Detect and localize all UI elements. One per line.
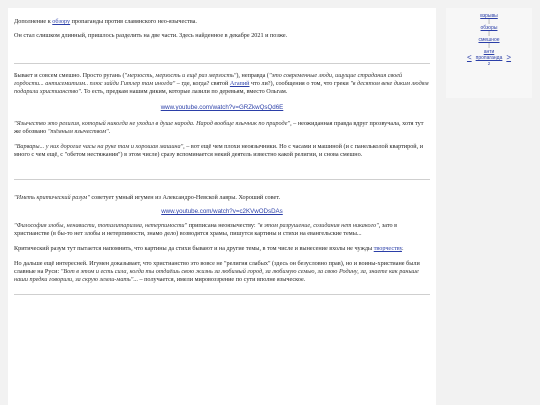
text: Критический разум тут пытается напомнить, что картины да стихи бывают и на другие темы, в том числе и вынесение вхолы не чужды (14, 245, 374, 252)
text: ... – получается, имели мировоззрение по сути вполне языческое. (133, 276, 306, 283)
paragraph-paganism (14, 120, 430, 136)
quote: "тёмным язычеством" (47, 128, 109, 135)
nav-anti[interactable]: анти (483, 49, 495, 55)
nav-separator: | (488, 43, 490, 49)
text: советует умный игумен из Александро-Невской лавры. Хороший совет. (89, 194, 281, 201)
nav-separator: | (488, 31, 490, 37)
text: что ли?), сообщения о том, что греки (249, 80, 351, 87)
prev-page-arrow[interactable]: < (466, 52, 472, 62)
text: , – вот ещё чем плохи неоязычники. Но с часами и машиной (и с панельколой квартирой, и много с чем ещё, с "обетом нестяжания") в этом числе) сразу вспоминается некий деятель известно какой религии, и снова смешно. (14, 143, 424, 158)
nav-pager (446, 49, 532, 66)
text: пропаганды против славянского нео-язычества. (70, 18, 197, 25)
text: Дополнение к (14, 18, 53, 25)
article-page (8, 8, 436, 405)
quote: "в десятом веке диким людям подарили христианство" (14, 80, 429, 95)
text: , – неожиданная правда вдруг прозвучала, хотя тут же обозвано (14, 120, 424, 135)
quote: "в этом разрушение, созидания нет никакого" (257, 222, 379, 229)
text: Но дальше ещё интересней. Игумен доказывает, что христианство это вовсе не "религия слабых" (здесь он безусловно прав), но и воины-христиане были славные на Руси: (14, 260, 420, 275)
next-page-arrow[interactable]: > (506, 52, 512, 62)
text: , зато в христианстве (в бы-то нет злобы и нетерпимости, знамо дело) возводятся храмы, пишутся картины и стихи на евангельские темы... (14, 222, 398, 237)
quote: "Философия злобы, ненависти, тоталитаризма, нетерпимости" (14, 222, 188, 229)
side-navigation (446, 8, 532, 98)
text: . То есть, предкам нашим диким, которые лазили по деревьям, вместо Ольгам. (80, 88, 288, 95)
youtube-link-2[interactable]: www.youtube.com/watch?v=c2KVwODsDAs (161, 208, 283, 215)
paragraph-funny (14, 72, 430, 96)
nav-propaganda[interactable]: пропаганда (475, 55, 503, 61)
nav-current (476, 49, 503, 66)
quote: "Варвары... у них дорогие часы на руке там и хорошая машина" (14, 143, 184, 150)
quote: "это современные люди, ищущие страдания своей гордости... антисемитизм.. плюс зайди Гитлер там иногда" (14, 72, 403, 87)
quote: "Язычество это религия, который никогда не уходил в душе народа. Народ вообще язычник по природе" (14, 120, 291, 127)
nav-explosions[interactable]: взрывы (480, 13, 498, 19)
creativity-link[interactable]: творчеству (373, 245, 402, 252)
nav-separator: | (488, 19, 490, 25)
intro-paragraph (14, 18, 430, 26)
paragraph-barbarians (14, 143, 430, 159)
paragraph-warriors (14, 260, 430, 284)
nav-funny[interactable]: смешное (478, 37, 500, 43)
review-link[interactable]: обзору (52, 18, 71, 25)
note-paragraph: Он стал слишком длинный, пришлось разделить на две части. Здесь найденное в декабре 2021 и позже. (14, 32, 288, 39)
youtube-link-2-row (14, 208, 430, 216)
divider (14, 294, 430, 295)
text: ), неправда ( (236, 72, 269, 79)
quote: "Иметь критический разум" (14, 194, 90, 201)
paragraph-critical-mind (14, 194, 430, 202)
text: . (108, 128, 111, 135)
text: приписана неоязычеству: (187, 222, 258, 229)
text: . (401, 245, 404, 252)
paragraph-creativity (14, 245, 430, 253)
quote: "Вот в этом и есть сила, когда ты отдаёшь свою жизнь за любимый город, за любимую семью, за свою Родину, за, знаете как раньше наши предки говорили, за скрую земли-мать" (14, 268, 419, 283)
text: – где, когда? святой (175, 80, 230, 87)
agapiy-link[interactable]: Агапий (229, 80, 250, 87)
nav-reviews[interactable]: обзоры (480, 25, 498, 31)
quote: "мерзость, мерзость и ещё раз мерзость" (124, 72, 237, 79)
page-number: 2 (487, 61, 491, 66)
youtube-link-1[interactable]: www.youtube.com/watch?v=GRZkwQsQd6E (160, 104, 284, 111)
paragraph-philosophy (14, 222, 430, 238)
youtube-link-1-row (14, 104, 430, 112)
text: Бывает и совсем смешно. Просто ругань ( (14, 72, 125, 79)
